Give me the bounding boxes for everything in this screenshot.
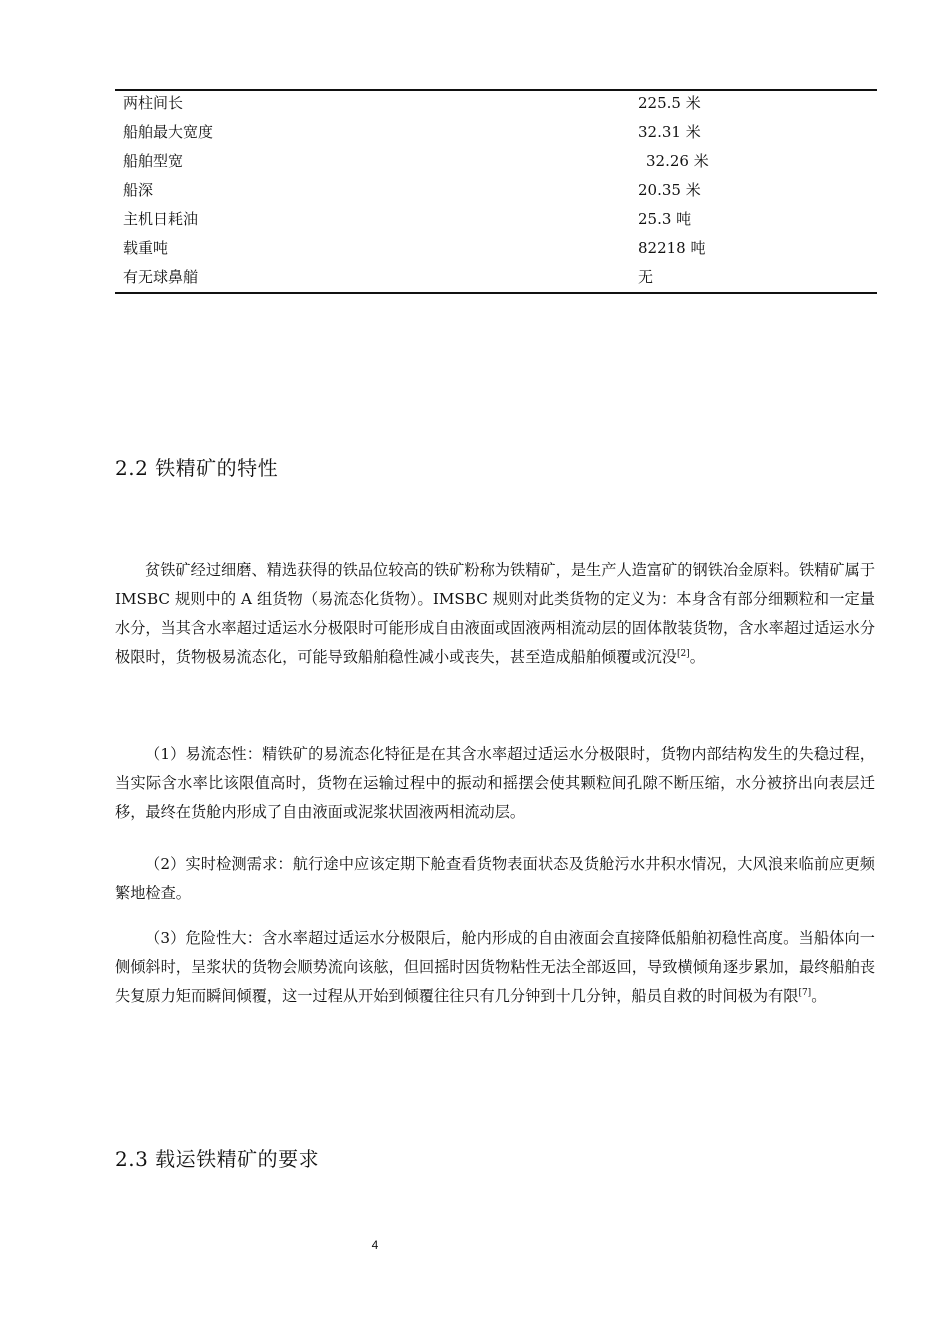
citation-ref: [7]	[798, 987, 812, 998]
spec-name: 船舶型宽	[123, 152, 184, 170]
paragraph-item-3	[115, 924, 875, 1011]
spec-value: 20.35 米	[638, 181, 701, 199]
section-heading-2-3: 2.3 载运铁精矿的要求	[115, 1147, 320, 1171]
citation-ref: [2]	[676, 648, 690, 659]
paragraph-item-2: （2）实时检测需求：航行途中应该定期下舱查看货物表面状态及货舱污水井积水情况，大风浪来临前应更频繁地检查。	[115, 855, 875, 902]
spec-name: 船舶最大宽度	[123, 123, 214, 141]
spec-value: 225.5 米	[638, 94, 701, 112]
paragraph-end: 。	[689, 648, 705, 666]
table-row	[115, 147, 877, 176]
paragraph-intro	[115, 556, 875, 672]
spec-name: 两柱间长	[123, 94, 184, 112]
spec-value: 32.26 米	[646, 152, 709, 170]
spec-name: 船深	[123, 181, 154, 199]
table-row	[115, 118, 877, 147]
spec-value: 25.3 吨	[638, 210, 692, 228]
spec-name: 主机日耗油	[123, 210, 199, 228]
paragraph-text: （3）危险性大：含水率超过适运水分极限后，舱内形成的自由液面会直接降低船舶初稳性高度。当船体向一侧倾斜时，呈浆状的货物会顺势流向该舷，但回摇时因货物粘性无法全部返回，导致横倾角逐步累加，最终船舶丧失复原力矩而瞬间倾覆，这一过程从开始到倾覆往往只有几分钟到十几分钟，船员自救的时间极为有限	[115, 929, 875, 1005]
table-row	[115, 176, 877, 205]
paragraph-text: 贫铁矿经过细磨、精选获得的铁品位较高的铁矿粉称为铁精矿，是生产人造富矿的钢铁冶金原料。铁精矿属于 IMSBC 规则中的 A 组货物（易流态化货物）。IMSBC 规则对此类货物的定义为：本身含有部分细颗粒和一定量水分，当其含水率超过适运水分极限时可能形成自由液面或固液两相流动层的固体散装货物，含水率超过适运水分极限时，货物极易流态化，可能导致船舶稳性减小或丧失，甚至造成船舶倾覆或沉没	[115, 561, 875, 666]
paragraph-item-1: （1）易流态性：精铁矿的易流态化特征是在其含水率超过适运水分极限时，货物内部结构发生的失稳过程，当实际含水率比该限值高时，货物在运输过程中的振动和摇摆会使其颗粒间孔隙不断压缩，水分被挤出向表层迁移，最终在货舱内形成了自由液面或泥浆状固液两相流动层。	[115, 745, 875, 821]
spec-name: 载重吨	[123, 239, 169, 257]
section-heading-2-2: 2.2 铁精矿的特性	[115, 456, 279, 480]
table-bottom-rule	[115, 292, 877, 294]
table-row	[115, 234, 877, 263]
table-row	[115, 205, 877, 234]
spec-value: 82218 吨	[638, 239, 706, 257]
spec-value: 无	[638, 268, 654, 286]
spec-name: 有无球鼻艏	[123, 268, 199, 286]
spec-value: 32.31 米	[638, 123, 701, 141]
paragraph-end: 。	[811, 987, 827, 1005]
table-row	[115, 263, 877, 292]
page-number: 4	[371, 1238, 379, 1252]
table-row	[115, 89, 877, 118]
